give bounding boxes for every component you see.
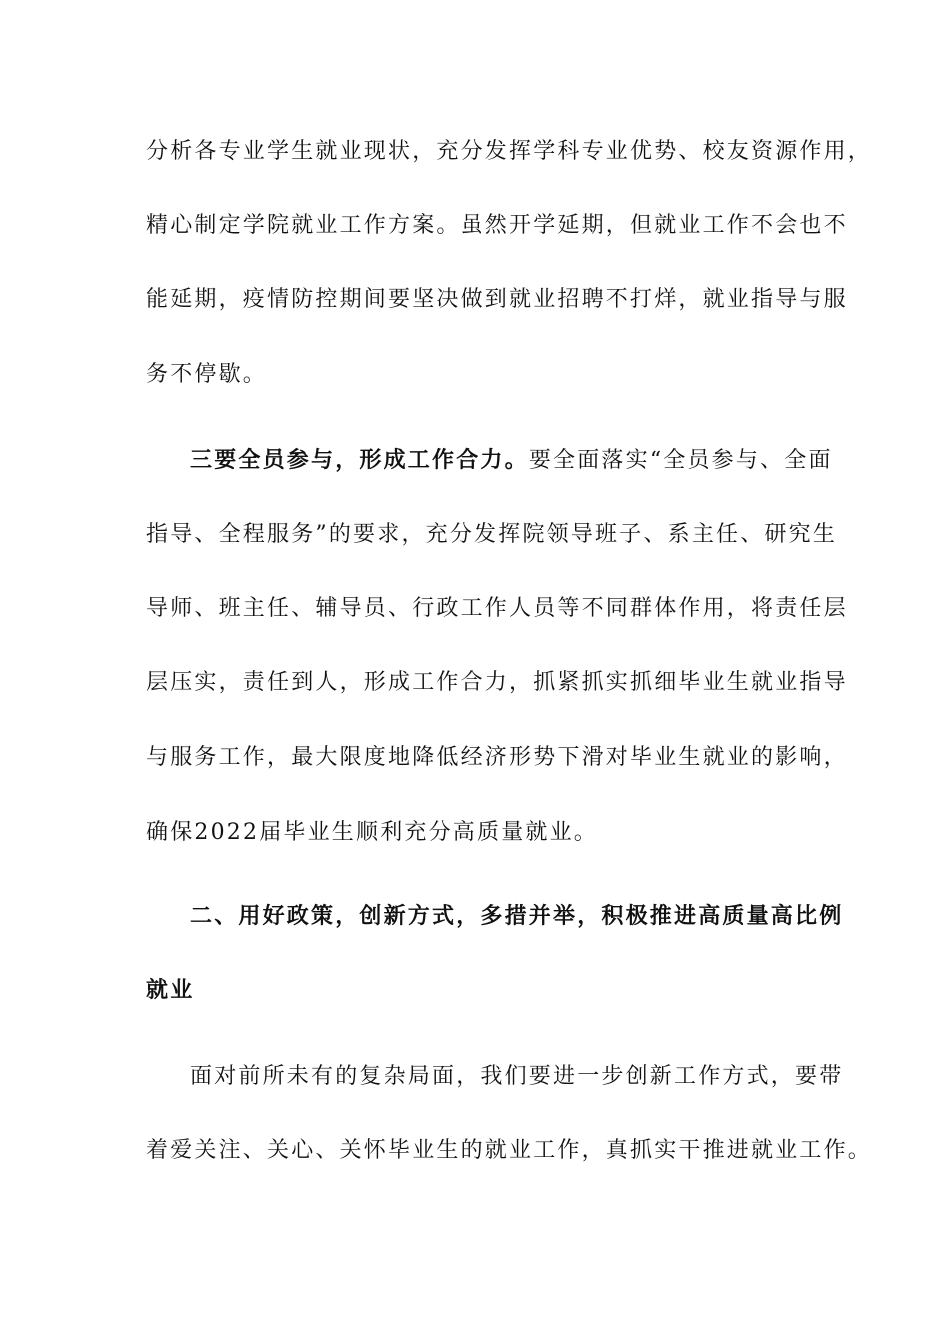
body-text-line: 与服务工作，最大限度地降低经济形势下滑对毕业生就业的影响， [146,745,848,770]
body-text-line: 指导、全程服务”的要求，充分发挥院领导班子、系主任、研究生 [146,522,838,547]
body-text-line: 着爱关注、关心、关怀毕业生的就业工作，真抓实干推进就业工作。 [146,1138,873,1163]
paragraph-first-line: 面对前所未有的复杂局面，我们要进一步创新工作方式，要带 [190,1064,844,1089]
body-text-line: 导师、班主任、辅导员、行政工作人员等不同群体作用，将责任层 [146,596,848,621]
paragraph-first-line [190,446,833,476]
paragraph-bold-lead: 三要全员参与，形成工作合力。 [190,448,529,473]
section-heading-line: 二、用好政策，创新方式，多措并举，积极推进高质量高比例 [190,904,844,929]
paragraph-first-line-text: 要全面落实“全员参与、全面 [528,448,833,473]
section-heading-line: 就业 [146,978,195,1003]
body-text-line: 精心制定学院就业工作方案。虽然开学延期，但就业工作不会也不 [146,213,848,238]
body-text-line: 分析各专业学生就业现状，充分发挥学科专业优势、校友资源作用， [146,139,873,164]
body-text-line: 务不停歇。 [146,362,268,387]
body-text-line: 能延期，疫情防控期间要坚决做到就业招聘不打烊，就业指导与服 [146,287,848,312]
body-text-line: 层压实，责任到人，形成工作合力，抓紧抓实抓细毕业生就业指导 [146,670,848,695]
body-text-line: 确保2022届毕业生顺利充分高质量就业。 [146,820,598,845]
